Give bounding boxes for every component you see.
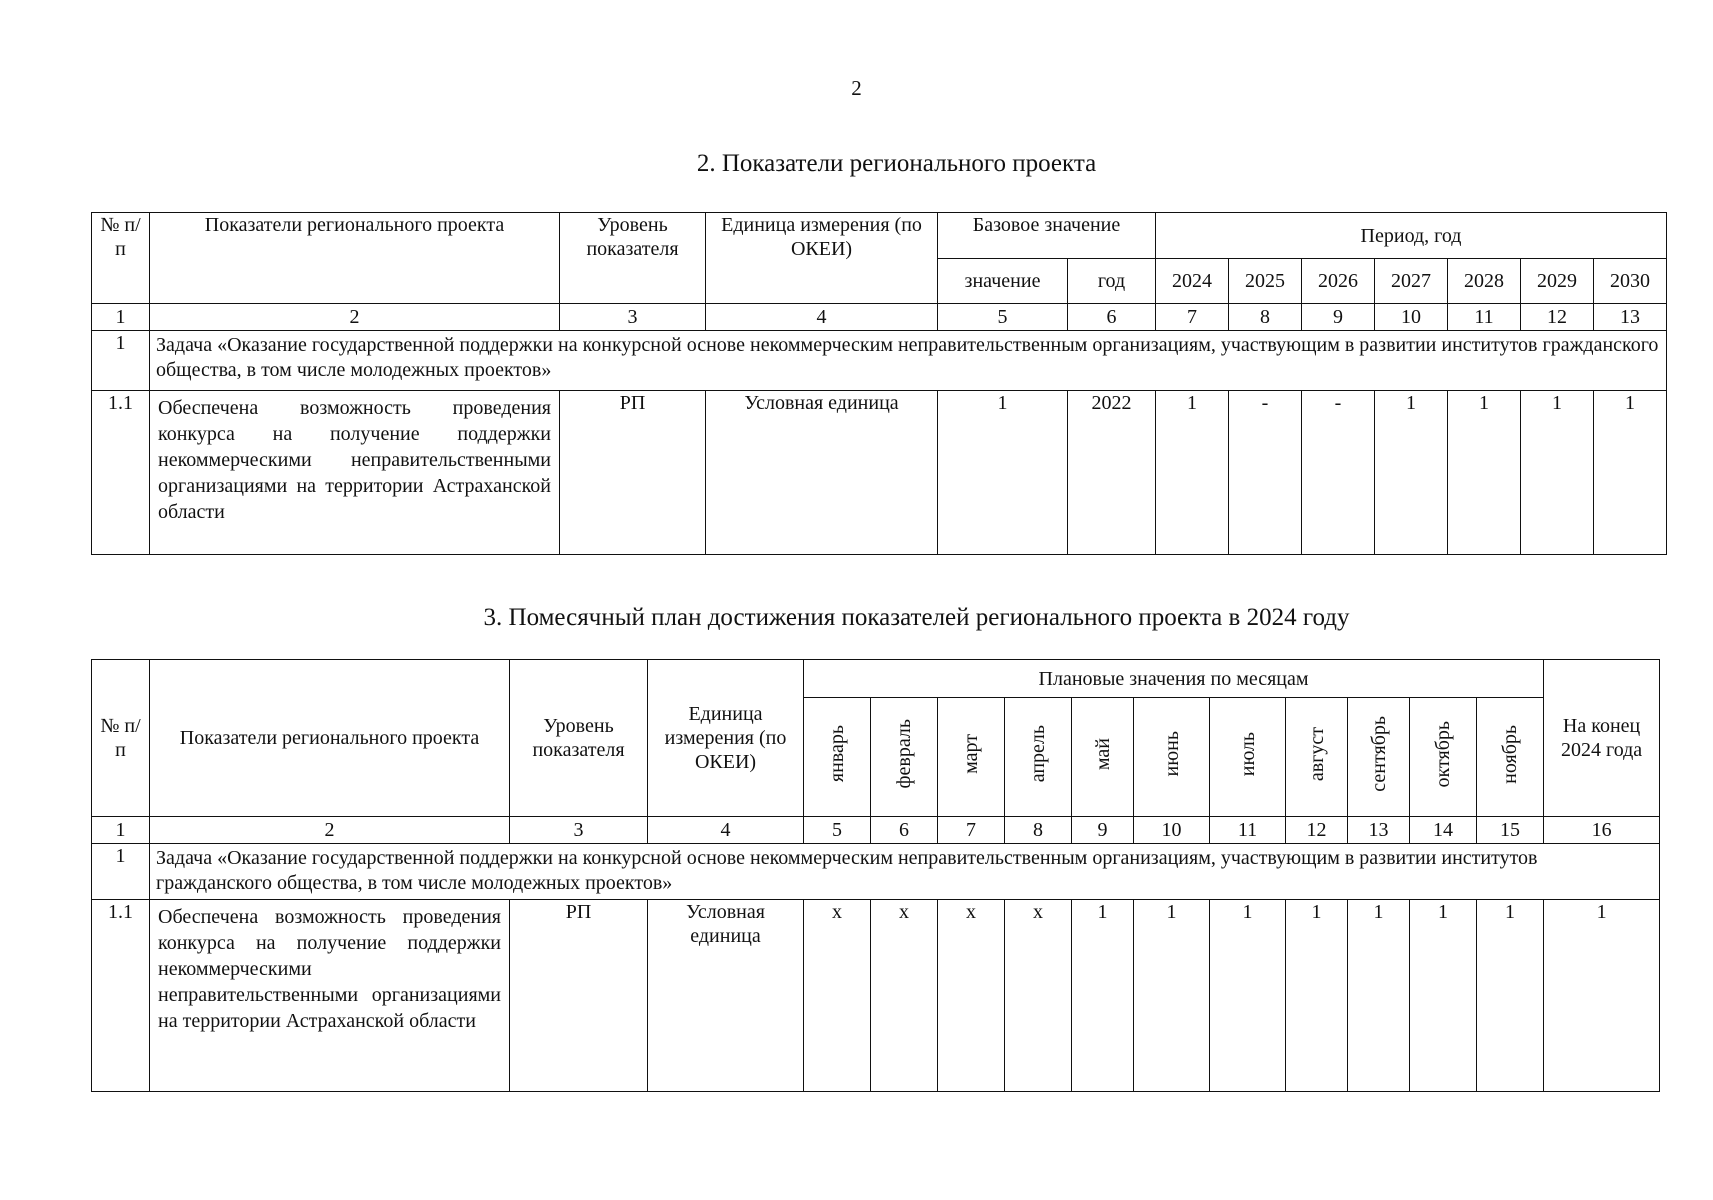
column-number: 15 [1477,817,1544,844]
column-number: 6 [871,817,938,844]
header-year: 2024 [1156,259,1229,304]
header-num: № п/п [92,660,150,817]
row-month-value: 1 [1410,900,1477,1092]
header-base: Базовое значение [938,213,1156,259]
column-number: 4 [648,817,804,844]
month-label: октябрь [1432,720,1454,788]
column-number: 10 [1375,304,1448,331]
row-unit: Условная единица [706,391,938,555]
column-number: 11 [1210,817,1286,844]
header-month [1210,698,1286,817]
header-year: 2025 [1229,259,1302,304]
column-number: 13 [1348,817,1410,844]
row-month-value: 1 [1286,900,1348,1092]
page-number: 2 [851,76,862,100]
header-month [1005,698,1072,817]
header-month [1410,698,1477,817]
header-base-year: год [1068,259,1156,304]
header-month [1348,698,1410,817]
column-number: 6 [1068,304,1156,331]
row-year-value: - [1302,391,1375,555]
header-planned: Плановые значения по месяцам [804,660,1544,698]
task-text: Задача «Оказание государственной поддержки на конкурсной основе некоммерческим неправительственным организациям, участвующим в развитии институтов гражданского общества, в том числе молодежных проектов» [150,331,1667,391]
row-year-value: - [1229,391,1302,555]
row-month-value: 1 [1134,900,1210,1092]
row-month-value: х [804,900,871,1092]
header-year: 2026 [1302,259,1375,304]
month-label: июнь [1160,731,1183,777]
row-base-year: 2022 [1068,391,1156,555]
header-year: 2028 [1448,259,1521,304]
row-month-value: х [1005,900,1072,1092]
column-number: 8 [1229,304,1302,331]
header-year: 2029 [1521,259,1594,304]
column-number: 4 [706,304,938,331]
month-label: март [960,734,982,774]
header-month [1286,698,1348,817]
column-number: 2 [150,817,510,844]
indicators-table [91,212,1667,555]
row-month-value: 1 [1072,900,1134,1092]
column-number: 7 [938,817,1005,844]
header-month [1477,698,1544,817]
header-year: 2027 [1375,259,1448,304]
row-base-value: 1 [938,391,1068,555]
column-number: 14 [1410,817,1477,844]
header-indicator: Показатели регионального проекта [150,660,510,817]
column-number: 8 [1005,817,1072,844]
header-unit: Единица измерения (по ОКЕИ) [648,660,804,817]
task-text: Задача «Оказание государственной поддержки на конкурсной основе некоммерческим неправительственным организациям, участвующим в развитии институтов гражданского общества, в том числе молодежных проектов» [150,844,1660,900]
header-month [804,698,871,817]
row-year-value: 1 [1448,391,1521,555]
header-period: Период, год [1156,213,1667,259]
header-level: Уровень показателя [510,660,648,817]
header-month [1134,698,1210,817]
month-label: август [1305,726,1328,782]
column-number: 3 [560,304,706,331]
header-unit: Единица измерения (по ОКЕИ) [706,213,938,304]
row-month-value: х [871,900,938,1092]
header-indicator: Показатели регионального проекта [150,213,560,304]
row-unit: Условная единица [648,900,804,1092]
month-label: сентябрь [1367,716,1390,792]
column-number: 1 [92,817,150,844]
row-level: РП [560,391,706,555]
row-month-value: 1 [1477,900,1544,1092]
column-number: 11 [1448,304,1521,331]
row-end-value: 1 [1544,900,1660,1092]
column-number: 5 [804,817,871,844]
header-month [938,698,1005,817]
row-year-value: 1 [1156,391,1229,555]
task-num: 1 [92,844,150,900]
header-num: № п/п [92,213,150,304]
header-base-value: значение [938,259,1068,304]
column-number: 9 [1302,304,1375,331]
column-number: 2 [150,304,560,331]
monthly-plan-table [91,659,1660,1092]
row-year-value: 1 [1594,391,1667,555]
row-num: 1.1 [92,391,150,555]
month-label: февраль [893,719,915,789]
section-title-monthly-plan: 3. Помесячный план достижения показателей регионального проекта в 2024 году [483,604,1350,631]
column-number: 12 [1521,304,1594,331]
task-num: 1 [92,331,150,391]
row-year-value: 1 [1375,391,1448,555]
column-number: 3 [510,817,648,844]
header-month [871,698,938,817]
month-label: январь [826,725,848,783]
row-year-value: 1 [1521,391,1594,555]
header-end: На конец 2024 года [1544,660,1660,817]
column-number: 1 [92,304,150,331]
header-month [1072,698,1134,817]
row-month-value: х [938,900,1005,1092]
row-month-value: 1 [1210,900,1286,1092]
row-indicator: Обеспечена возможность проведения конкурса на получение поддержки некоммерческими неправительственными организациями на территории Астраханской области [150,900,510,1092]
month-label: июль [1236,731,1259,777]
column-number: 9 [1072,817,1134,844]
row-num: 1.1 [92,900,150,1092]
column-number: 16 [1544,817,1660,844]
column-number: 5 [938,304,1068,331]
column-number: 12 [1286,817,1348,844]
row-month-value: 1 [1348,900,1410,1092]
row-indicator: Обеспечена возможность проведения конкурса на получение поддержки некоммерческими неправительственными организациями на территории Астраханской области [150,391,560,555]
column-number: 7 [1156,304,1229,331]
section-title-indicators: 2. Показатели регионального проекта [696,150,1097,177]
month-label: ноябрь [1499,724,1522,784]
row-level: РП [510,900,648,1092]
column-number: 10 [1134,817,1210,844]
header-year: 2030 [1594,259,1667,304]
month-label: май [1091,737,1114,771]
column-number: 13 [1594,304,1667,331]
month-label: апрель [1027,725,1049,783]
header-level: Уровень показателя [560,213,706,304]
